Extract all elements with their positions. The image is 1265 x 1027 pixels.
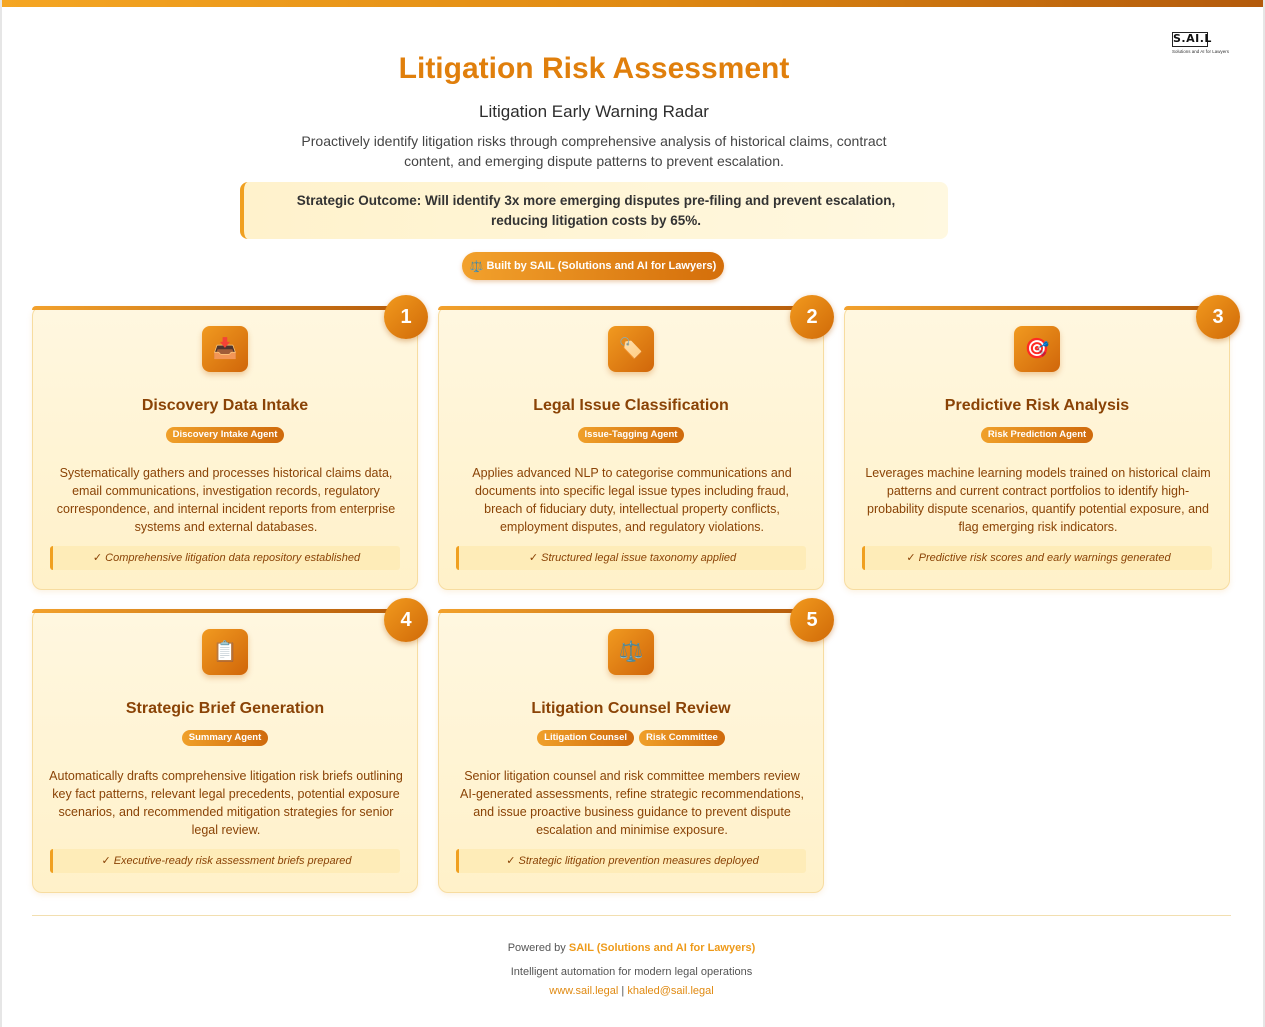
- step-title: Legal Issue Classification: [533, 397, 729, 414]
- step-number-badge: 1: [384, 295, 428, 339]
- footer-powered-prefix: Powered by: [507, 942, 569, 954]
- page-subtitle: Litigation Early Warning Radar: [479, 102, 709, 121]
- agent-badges: [33, 427, 417, 443]
- footer-separator: |: [618, 985, 628, 997]
- footer-links: [0, 985, 1263, 997]
- page-title: Litigation Risk Assessment: [398, 52, 790, 85]
- clipboard-icon: [202, 629, 248, 675]
- step-number-badge: 3: [1196, 295, 1240, 339]
- step-card: [844, 306, 1230, 590]
- step-icon-glyph: 📥: [212, 338, 238, 360]
- step-description: Senior litigation counsel and risk committee members review AI-generated assessments, refine strategic recommendations, and issue proactive business guidance to prevent dispute escalation and minimise exposure.: [460, 769, 804, 837]
- step-card: [32, 609, 418, 893]
- agent-badge: Risk Committee: [639, 730, 725, 746]
- built-by-label: Built by SAIL (Solutions and AI for Lawyers): [486, 260, 717, 272]
- step-description: Leverages machine learning models trained on historical claim patterns and current contract portfolios to identify high-probability dispute scenarios, quantify potential exposure, and flag emerging risk indicators.: [865, 466, 1211, 534]
- logo-subtitle: Solutions and AI for Lawyers: [1172, 49, 1230, 54]
- intro-text: Proactively identify litigation risks through comprehensive analysis of historical claims, contract content, and emerging dispute patterns to prevent escalation.: [301, 133, 887, 169]
- agent-badge: Summary Agent: [182, 730, 269, 746]
- frame-border-left: [0, 0, 2, 1027]
- step-title: Discovery Data Intake: [141, 397, 309, 414]
- step-icon-glyph: 🏷️: [618, 338, 644, 360]
- agent-badge: Litigation Counsel: [537, 730, 634, 746]
- footer-brand: SAIL (Solutions and AI for Lawyers): [568, 942, 756, 954]
- agent-badges: [439, 730, 823, 746]
- strategic-outcome-text: Strategic Outcome: Will identify 3x more emerging disputes pre-filing and prevent escalation, reducing litigation costs by 65%.: [296, 192, 896, 228]
- step-icon-glyph: 🎯: [1024, 338, 1050, 360]
- strategic-outcome-callout: [240, 182, 948, 239]
- step-description: Systematically gathers and processes historical claims data, email communications, investigation records, regulatory correspondence, and internal incident reports from enterprise systems and external databases.: [56, 466, 396, 534]
- top-accent-bar: [0, 0, 1265, 7]
- step-card: [438, 306, 824, 590]
- built-by-badge[interactable]: [462, 252, 724, 280]
- step-outcome: ✓ Comprehensive litigation data repository established: [50, 546, 400, 570]
- agent-badge: Risk Prediction Agent: [981, 427, 1093, 443]
- step-description: Applies advanced NLP to categorise communications and documents into specific legal issue types including fraud, breach of fiduciary duty, intellectual property conflicts, employment disputes, and regulatory violations.: [472, 466, 792, 534]
- logo-mark: S.AI.L: [1173, 32, 1212, 45]
- step-outcome: ✓ Strategic litigation prevention measures deployed: [456, 849, 806, 873]
- step-number-badge: 4: [384, 598, 428, 642]
- step-card: [32, 306, 418, 590]
- step-icon-glyph: ⚖️: [618, 641, 644, 663]
- footer-tagline: Intelligent automation for modern legal operations: [510, 966, 753, 978]
- scales-icon: ⚖️: [469, 260, 484, 273]
- agent-badge: Issue-Tagging Agent: [578, 427, 685, 443]
- step-description: Automatically drafts comprehensive litigation risk briefs outlining key fact patterns, relevant legal precedents, potential exposure scenarios, and recommended mitigation strategies for senior legal review.: [49, 769, 403, 837]
- inbox-tray-icon: [202, 326, 248, 372]
- step-icon-glyph: 📋: [212, 641, 238, 663]
- step-outcome: ✓ Predictive risk scores and early warnings generated: [862, 546, 1212, 570]
- scales-icon: [608, 629, 654, 675]
- step-outcome: ✓ Executive-ready risk assessment briefs prepared: [50, 849, 400, 873]
- step-title: Strategic Brief Generation: [125, 700, 325, 717]
- step-number-badge: 5: [790, 598, 834, 642]
- label-tag-icon: [608, 326, 654, 372]
- agent-badge: Discovery Intake Agent: [166, 427, 285, 443]
- step-outcome: ✓ Structured legal issue taxonomy applied: [456, 546, 806, 570]
- email-link[interactable]: khaled@sail.legal: [627, 985, 714, 997]
- step-title: Litigation Counsel Review: [531, 700, 731, 717]
- agent-badges: [439, 427, 823, 443]
- step-card: [438, 609, 824, 893]
- agent-badges: [845, 427, 1229, 443]
- target-icon: [1014, 326, 1060, 372]
- footer-powered-by: [0, 942, 1263, 954]
- step-title: Predictive Risk Analysis: [944, 397, 1130, 414]
- agent-badges: [33, 730, 417, 746]
- footer-divider: [32, 915, 1231, 916]
- website-link[interactable]: www.sail.legal: [549, 985, 619, 997]
- step-number-badge: 2: [790, 295, 834, 339]
